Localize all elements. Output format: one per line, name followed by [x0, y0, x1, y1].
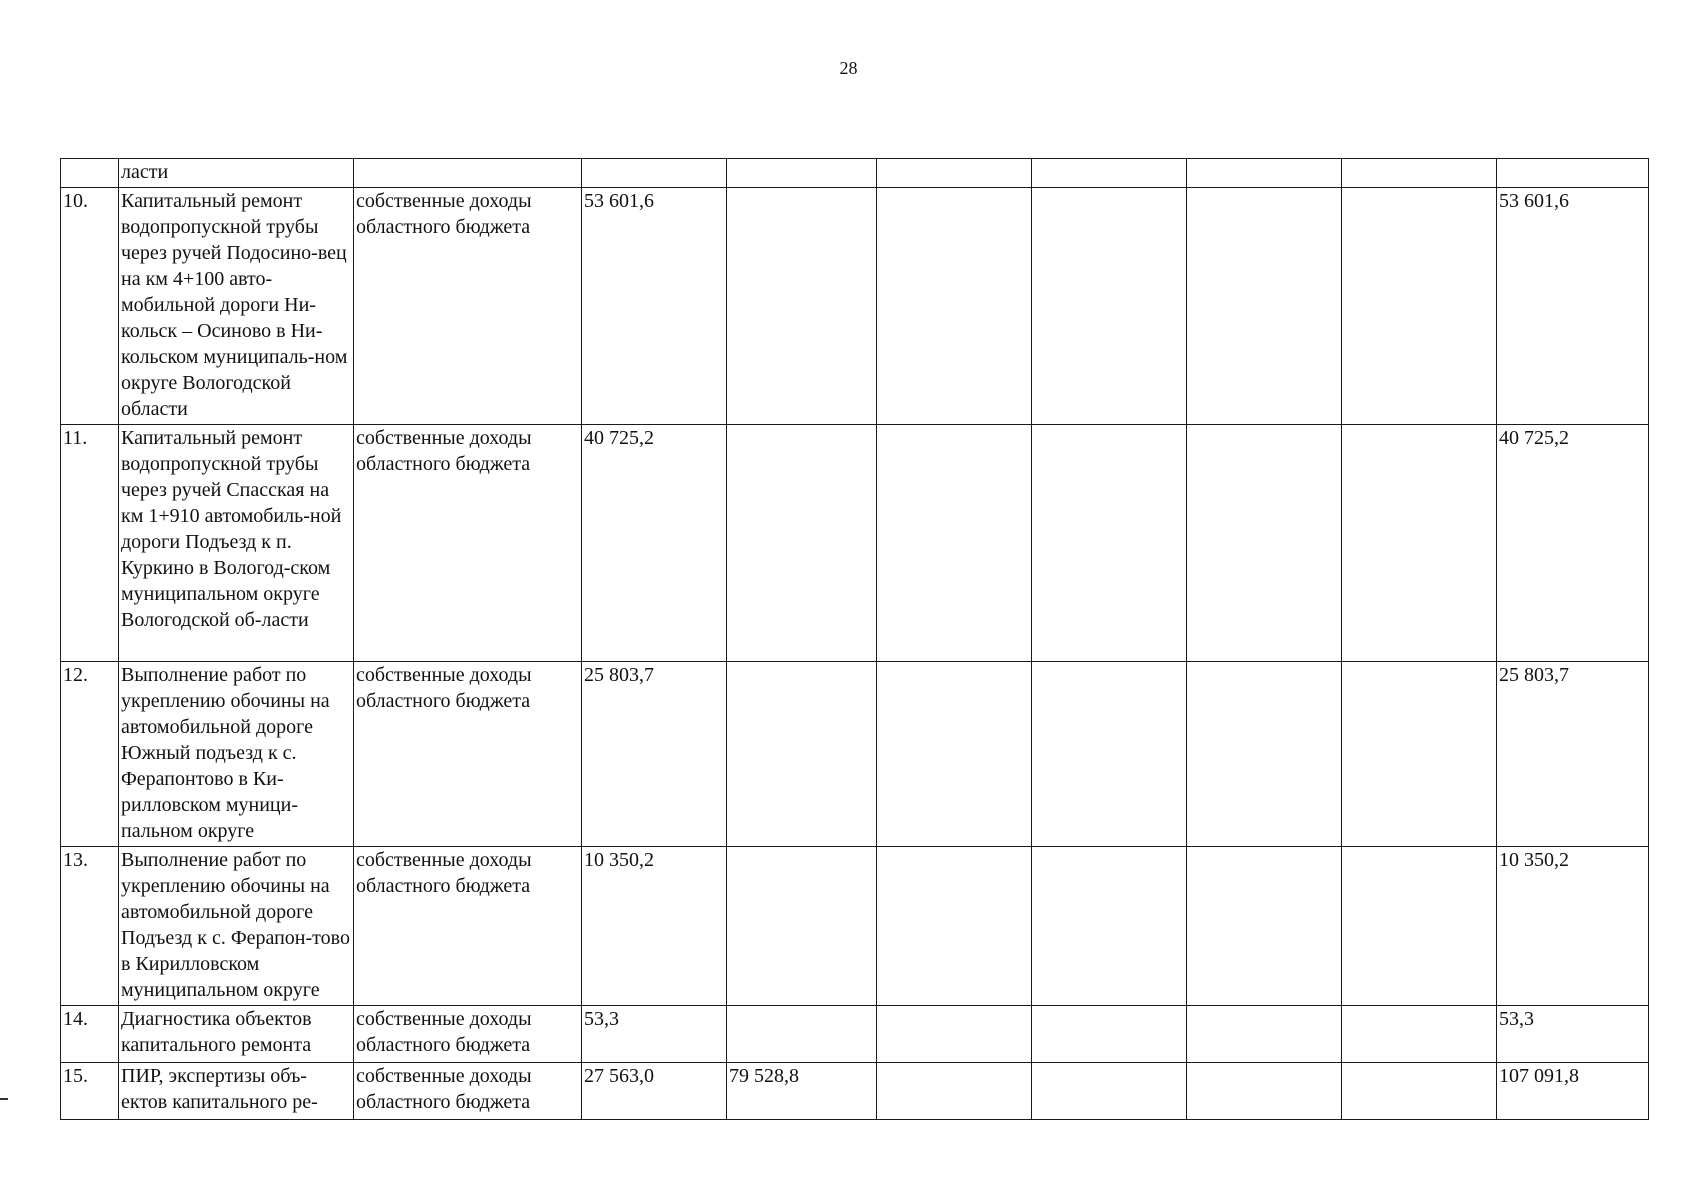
funding-source: собственные доходы областного бюджета	[354, 662, 582, 847]
funding-source: собственные доходы областного бюджета	[354, 847, 582, 1006]
amount-cell	[1342, 1006, 1497, 1063]
row-number	[61, 159, 119, 188]
funding-source: собственные доходы областного бюджета	[354, 425, 582, 662]
object-name: Диагностика объектов капитального ремонта	[119, 1006, 354, 1063]
table-row	[61, 847, 1649, 1006]
object-name: ПИР, экспертизы объ-ектов капитального ре-	[119, 1063, 354, 1120]
total-cell	[1497, 159, 1649, 188]
table-row	[61, 662, 1649, 847]
amount-cell	[1187, 159, 1342, 188]
object-name: Капитальный ремонт водопропускной трубы через ручей Спасская на км 1+910 автомобиль-ной дороги Подъезд к п. Куркино в Вологод-ском муниципальном округе Вологодской об-ласти	[119, 425, 354, 662]
amount-cell: 53 601,6	[582, 188, 727, 425]
total-cell: 53,3	[1497, 1006, 1649, 1063]
amount-cell: 10 350,2	[582, 847, 727, 1006]
table-row	[61, 188, 1649, 425]
total-cell: 53 601,6	[1497, 188, 1649, 425]
amount-cell	[1342, 425, 1497, 662]
amount-cell	[1342, 662, 1497, 847]
amount-cell	[1342, 1063, 1497, 1120]
row-number: 13.	[61, 847, 119, 1006]
funding-source: собственные доходы областного бюджета	[354, 1063, 582, 1120]
page-number: 28	[839, 58, 858, 78]
amount-cell	[1032, 1006, 1187, 1063]
amount-cell	[1187, 188, 1342, 425]
amount-cell	[727, 847, 877, 1006]
amount-cell	[727, 1006, 877, 1063]
budget-table	[60, 158, 1649, 1120]
amount-cell: 40 725,2	[582, 425, 727, 662]
table-row	[61, 1063, 1649, 1120]
table-row	[61, 425, 1649, 662]
table-row	[61, 1006, 1649, 1063]
total-cell: 40 725,2	[1497, 425, 1649, 662]
amount-cell	[1032, 188, 1187, 425]
amount-cell	[1342, 847, 1497, 1006]
amount-cell	[877, 847, 1032, 1006]
total-cell: 25 803,7	[1497, 662, 1649, 847]
total-cell: 10 350,2	[1497, 847, 1649, 1006]
amount-cell	[1032, 662, 1187, 847]
funding-source	[354, 159, 582, 188]
amount-cell	[877, 425, 1032, 662]
amount-cell	[1032, 1063, 1187, 1120]
amount-cell	[1187, 1006, 1342, 1063]
object-name: Выполнение работ по укреплению обочины на автомобильной дороге Южный подъезд к с. Ферапонтово в Ки-рилловском муници-пальном округе	[119, 662, 354, 847]
row-number: 12.	[61, 662, 119, 847]
object-name: ласти	[119, 159, 354, 188]
object-name: Капитальный ремонт водопропускной трубы через ручей Подосино-вец на км 4+100 авто-мобильной дороги Ни-кольск – Осиново в Ни-кольском муниципаль-ном округе Вологодской области	[119, 188, 354, 425]
row-number: 15.	[61, 1063, 119, 1120]
row-number: 10.	[61, 188, 119, 425]
amount-cell	[727, 188, 877, 425]
amount-cell	[877, 188, 1032, 425]
amount-cell	[727, 662, 877, 847]
amount-cell	[877, 1063, 1032, 1120]
amount-cell	[1187, 1063, 1342, 1120]
table-row	[61, 159, 1649, 188]
amount-cell: 79 528,8	[727, 1063, 877, 1120]
row-number: 11.	[61, 425, 119, 662]
amount-cell: 25 803,7	[582, 662, 727, 847]
amount-cell	[1032, 159, 1187, 188]
amount-cell	[877, 1006, 1032, 1063]
amount-cell	[727, 425, 877, 662]
amount-cell	[1032, 425, 1187, 662]
amount-cell	[1187, 425, 1342, 662]
margin-mark	[0, 1098, 8, 1100]
amount-cell	[727, 159, 877, 188]
object-name: Выполнение работ по укреплению обочины на автомобильной дороге Подъезд к с. Ферапон-тово в Кирилловском муниципальном округе	[119, 847, 354, 1006]
funding-source: собственные доходы областного бюджета	[354, 1006, 582, 1063]
amount-cell	[877, 662, 1032, 847]
row-number: 14.	[61, 1006, 119, 1063]
amount-cell	[1342, 159, 1497, 188]
amount-cell	[582, 159, 727, 188]
amount-cell	[1032, 847, 1187, 1006]
amount-cell	[1187, 662, 1342, 847]
amount-cell: 53,3	[582, 1006, 727, 1063]
amount-cell: 27 563,0	[582, 1063, 727, 1120]
amount-cell	[1342, 188, 1497, 425]
amount-cell	[1187, 847, 1342, 1006]
funding-source: собственные доходы областного бюджета	[354, 188, 582, 425]
amount-cell	[877, 159, 1032, 188]
total-cell: 107 091,8	[1497, 1063, 1649, 1120]
